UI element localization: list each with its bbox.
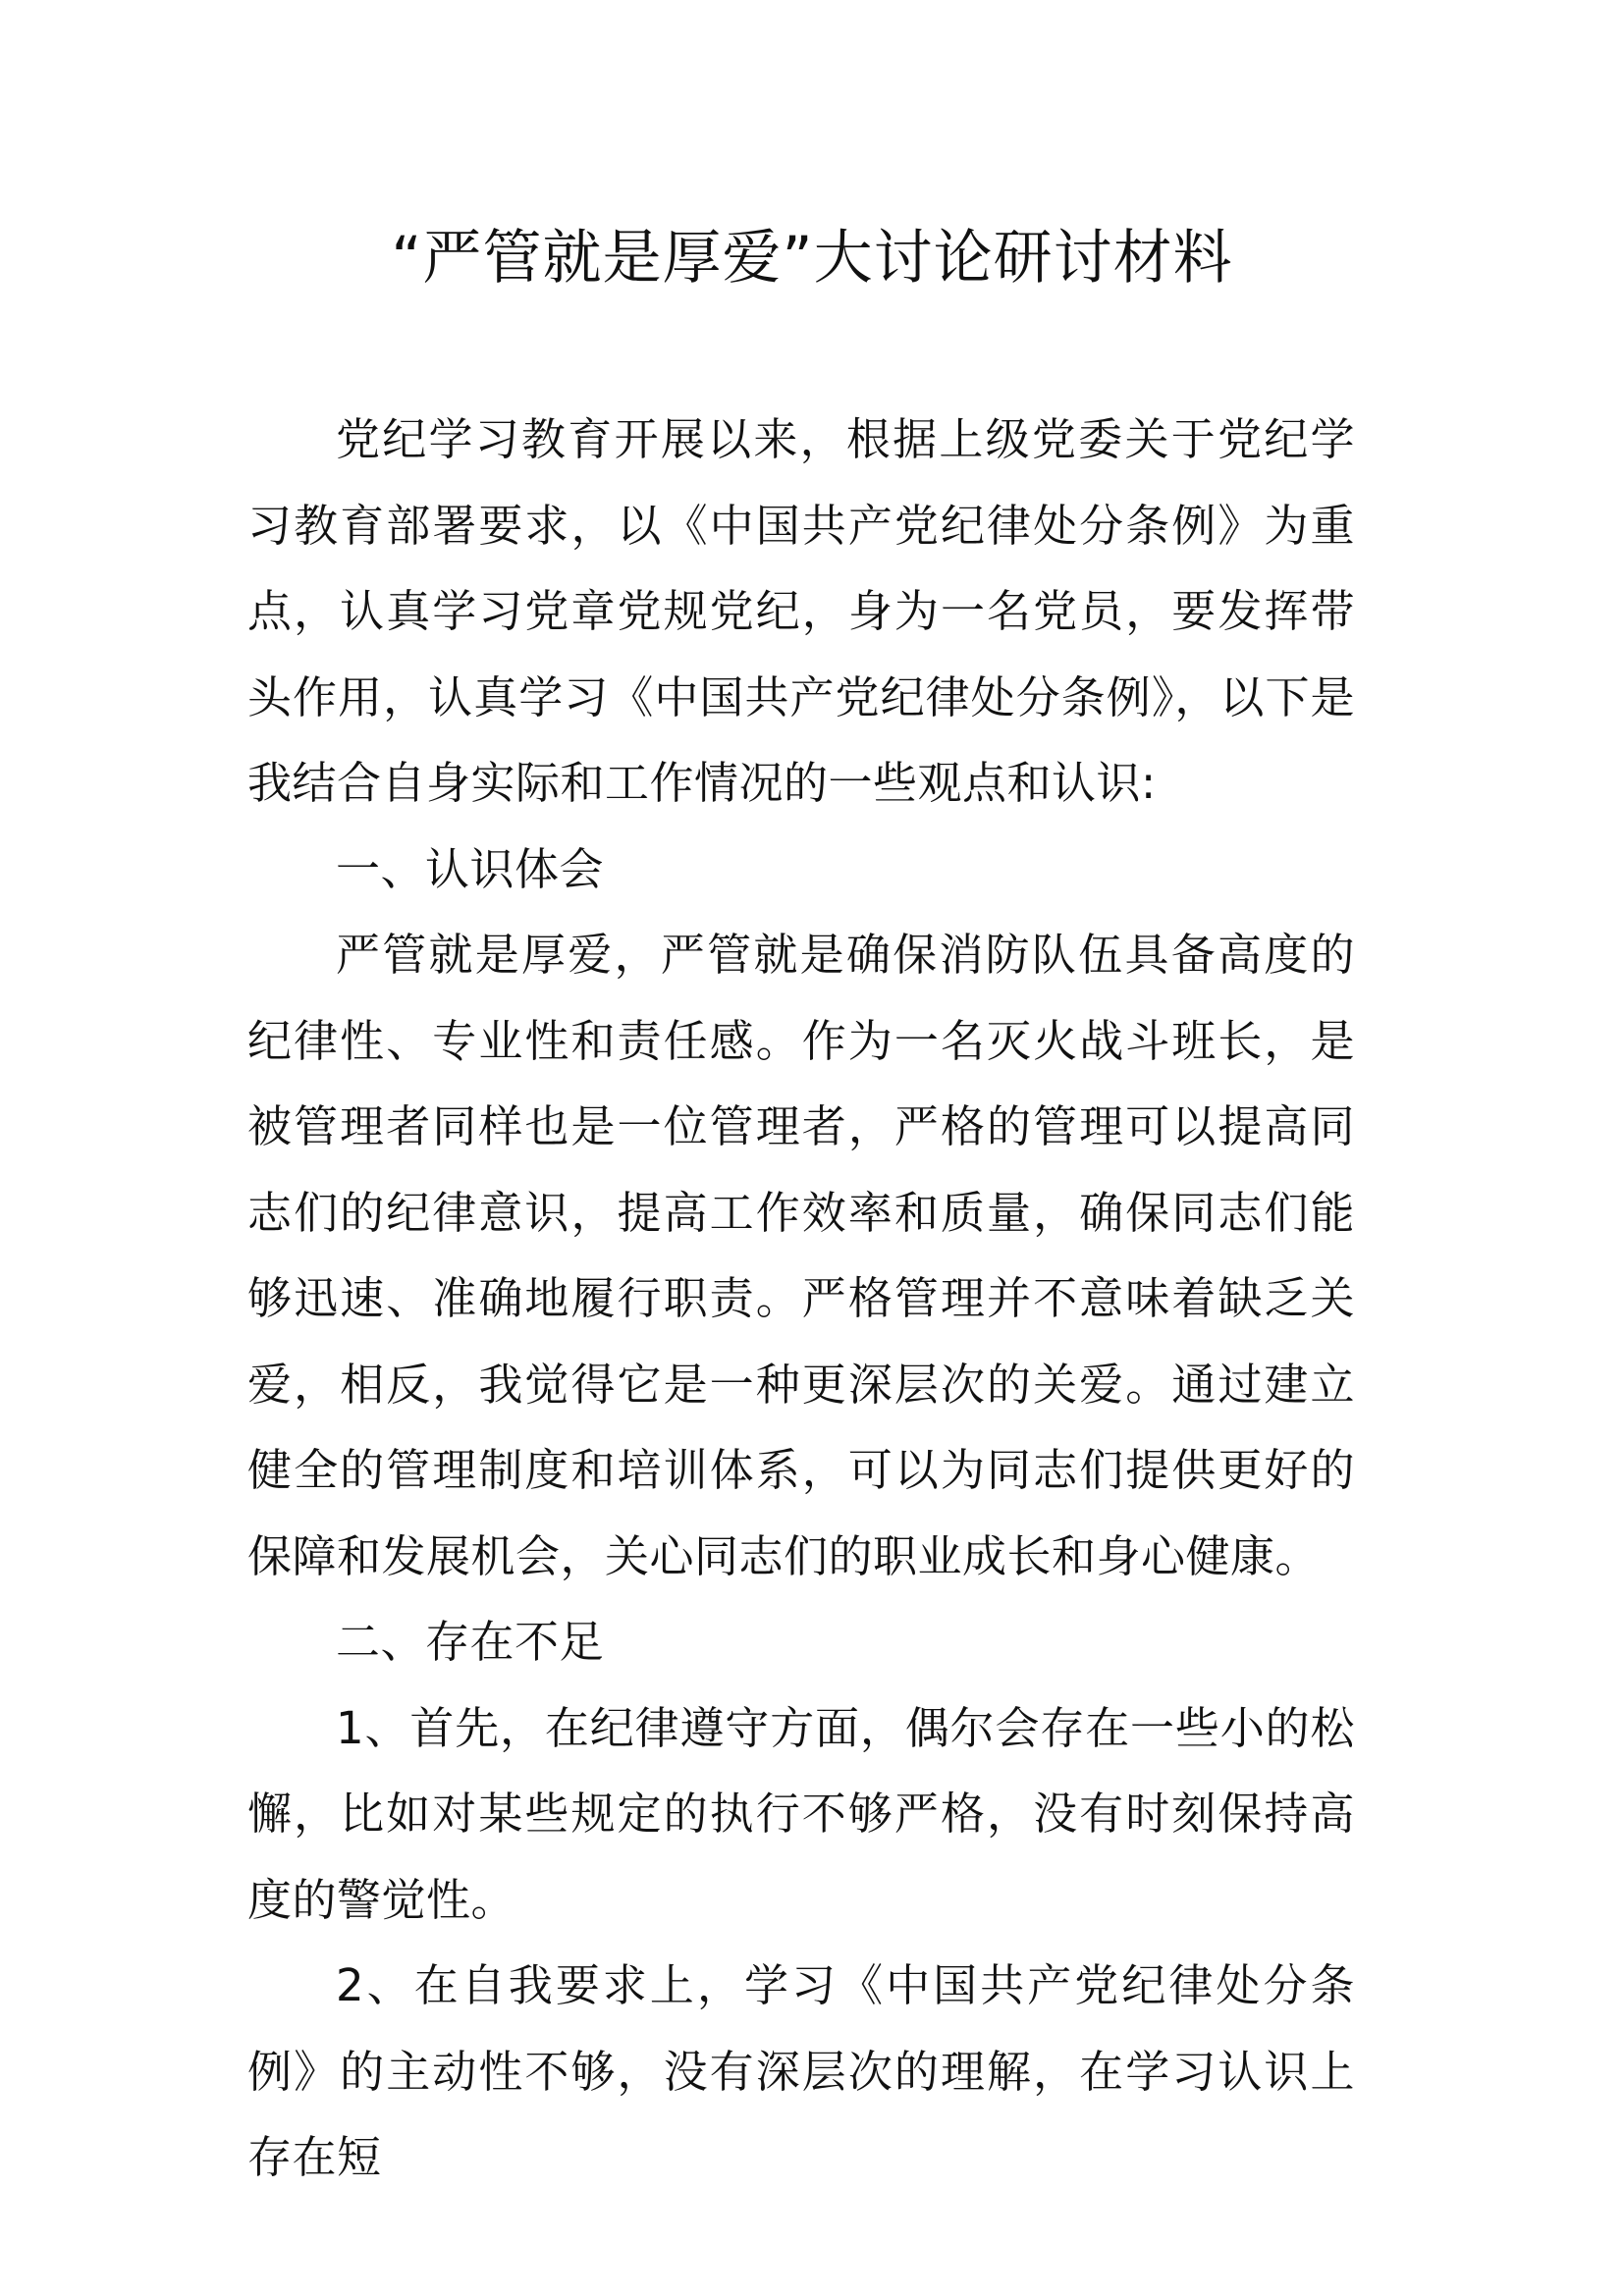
paragraph-intro: 党纪学习教育开展以来，根据上级党委关于党纪学习教育部署要求，以《中国共产党纪律处分条例》为重点，认真学习党章党规党纪，身为一名党员，要发挥带头作用，认真学习《中国共产党纪律处分条例》，以下是我结合自身实际和工作情况的一些观点和认识: <box>247 413 1355 809</box>
paragraph-understanding: 严管就是厚爱，严管就是确保消防队伍具备高度的纪律性、专业性和责任感。作为一名灭火战斗班长，是被管理者同样也是一位管理者，严格的管理可以提高同志们的纪律意识，提高工作效率和质量，确保同志们能够迅速、准确地履行职责。严格管理并不意味着缺乏关爱，相反，我觉得它是一种更深层次的关爱。通过建立健全的管理制度和培训体系，可以为同志们提供更好的保障和发展机会，关心同志们的职业成长和身心健康。 <box>247 929 1355 1582</box>
paragraph-shortcoming-2: 2、在自我要求上，学习《中国共产党纪律处分条例》的主动性不够，没有深层次的理解，在学习认识上存在短 <box>247 1959 1355 2183</box>
section-heading-shortcomings: 二、存在不足 <box>336 1616 605 1668</box>
document-title: “严管就是厚爱”大讨论研讨材料 <box>391 224 1233 293</box>
section-heading-understanding: 一、认识体会 <box>336 842 605 895</box>
document-body <box>247 397 1355 2201</box>
paragraph-shortcoming-1: 1、首先，在纪律遵守方面，偶尔会存在一些小的松懈，比如对某些规定的执行不够严格，没有时刻保持高度的警觉性。 <box>247 1701 1355 1926</box>
